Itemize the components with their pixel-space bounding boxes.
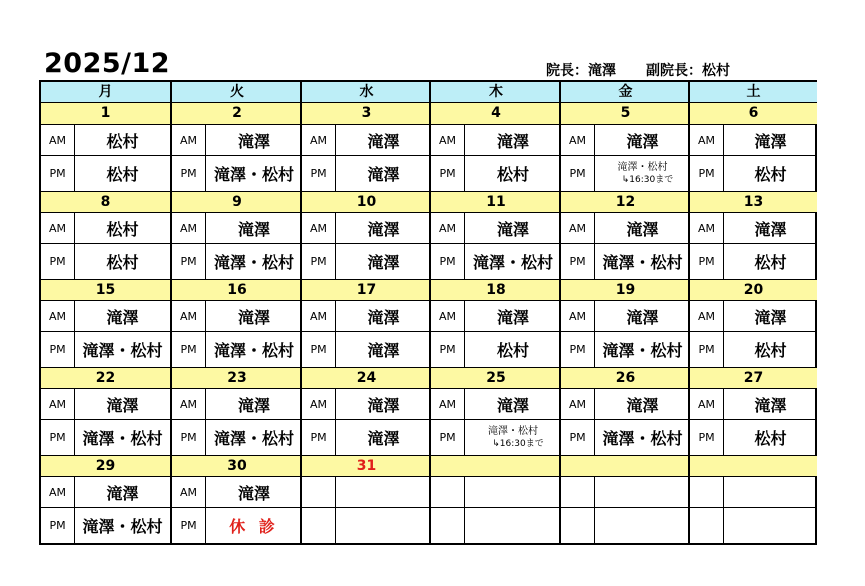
empty-cell: [724, 477, 817, 507]
doctor-assignment: 滝澤: [106, 483, 139, 503]
pm-label: PM: [431, 332, 465, 367]
pm-label: [431, 508, 465, 543]
am-label: AM: [561, 389, 595, 419]
date-cell: 18: [431, 279, 561, 301]
weekday-column: [41, 82, 170, 543]
pm-label: PM: [431, 420, 465, 455]
date-cell: 13: [690, 191, 817, 213]
doctor-assignment: 滝澤: [496, 307, 529, 327]
doctor-assignment: 滝澤: [626, 219, 659, 239]
doctor-assignment: 滝澤: [367, 253, 400, 272]
date-cell: 31: [302, 455, 431, 477]
am-label: AM: [302, 389, 336, 419]
date-cell: 12: [561, 191, 690, 213]
pm-label: [561, 508, 595, 543]
am-slot: [431, 389, 561, 420]
am-slot: [302, 125, 431, 156]
date-cell: 25: [431, 367, 561, 389]
pm-label: PM: [302, 244, 336, 279]
am-slot: [302, 389, 431, 420]
date-cell: 10: [302, 191, 431, 213]
pm-label: PM: [431, 244, 465, 279]
am-slot: [41, 389, 170, 420]
pm-slot: [561, 244, 690, 279]
doctor-assignment: 松村: [496, 341, 529, 360]
pm-slot: [561, 332, 690, 367]
doctor-assignment: 滝澤: [496, 219, 529, 239]
date-cell: 19: [561, 279, 690, 301]
time-note: ↳16:30まで: [492, 438, 544, 449]
doctor-assignment: 滝澤: [367, 341, 400, 360]
am-slot: [172, 301, 302, 332]
pm-slot: [172, 156, 302, 191]
pm-slot: [302, 508, 431, 543]
am-label: AM: [431, 125, 465, 155]
empty-cell: [465, 477, 561, 507]
date-cell: 26: [561, 367, 690, 389]
date-cell: 16: [172, 279, 302, 301]
date-cell: [431, 455, 561, 477]
doctor-names: 滝澤・松村: [617, 161, 668, 173]
date-cell: 24: [302, 367, 431, 389]
am-label: AM: [172, 213, 206, 243]
am-label: AM: [41, 477, 75, 507]
pm-slot: [302, 244, 431, 279]
am-slot: [690, 477, 817, 508]
am-label: AM: [561, 301, 595, 331]
am-label: AM: [561, 125, 595, 155]
date-cell: 4: [431, 103, 561, 125]
am-label: AM: [302, 125, 336, 155]
doctor-assignment: 滝澤: [367, 165, 400, 184]
am-slot: [41, 477, 170, 508]
doctor-assignment: 滝澤: [237, 307, 270, 327]
pm-label: PM: [172, 332, 206, 367]
empty-cell: [595, 508, 690, 543]
pm-slot: [431, 156, 561, 191]
date-cell: 30: [172, 455, 302, 477]
pm-label: PM: [41, 156, 75, 191]
date-cell: 22: [41, 367, 170, 389]
doctor-assignment: 松村: [106, 131, 139, 151]
doctor-assignment: 滝澤: [106, 395, 139, 415]
pm-slot: [690, 332, 817, 367]
pm-slot: [172, 244, 302, 279]
pm-slot: [302, 332, 431, 367]
pm-slot: [561, 156, 690, 191]
date-cell: 1: [41, 103, 170, 125]
am-slot: [172, 389, 302, 420]
doctor-assignment: 滝澤・松村: [213, 165, 294, 184]
am-slot: [561, 389, 690, 420]
am-slot: [690, 301, 817, 332]
am-label: AM: [172, 301, 206, 331]
pm-slot: [41, 332, 170, 367]
doctor-assignment: 滝澤: [237, 131, 270, 151]
am-slot: [690, 213, 817, 244]
doctor-assignment: 松村: [754, 253, 787, 272]
pm-slot: [690, 508, 817, 543]
am-label: AM: [690, 125, 724, 155]
pm-slot: [41, 420, 170, 455]
date-cell: 20: [690, 279, 817, 301]
doctor-assignment: 滝澤・松村: [82, 517, 163, 536]
empty-cell: [465, 508, 561, 543]
am-label: [431, 477, 465, 507]
date-cell: 17: [302, 279, 431, 301]
am-slot: [302, 213, 431, 244]
pm-label: PM: [561, 156, 595, 191]
page-title: 2025/12: [44, 48, 171, 79]
pm-label: PM: [690, 420, 724, 455]
pm-label: PM: [690, 332, 724, 367]
doctor-assignment: 滝澤・松村: [213, 253, 294, 272]
doctor-assignment: 滝澤・松村: [213, 341, 294, 360]
doctor-assignment: 松村: [496, 165, 529, 184]
doctor-names: 滝澤・松村: [488, 425, 538, 437]
closed-label: 休 診: [229, 517, 279, 536]
pm-label: [302, 508, 336, 543]
pm-slot: [41, 156, 170, 191]
am-slot: [561, 301, 690, 332]
pm-slot: [302, 420, 431, 455]
am-label: AM: [302, 301, 336, 331]
doctor-assignment: 松村: [106, 253, 139, 272]
am-slot: [561, 213, 690, 244]
doctor-assignment: 滝澤: [754, 307, 787, 327]
date-cell: 6: [690, 103, 817, 125]
am-slot: [302, 301, 431, 332]
doctor-assignment: 滝澤・松村: [472, 253, 553, 272]
doctor-assignment: 松村: [754, 165, 787, 184]
am-slot: [172, 213, 302, 244]
doctor-assignment: 滝澤: [237, 395, 270, 415]
director-label: 院長：滝澤: [546, 63, 616, 79]
am-slot: [690, 389, 817, 420]
date-cell: 29: [41, 455, 170, 477]
calendar-grid: [39, 80, 817, 545]
am-slot: [41, 213, 170, 244]
weekday-header: 月: [41, 82, 170, 103]
pm-label: PM: [172, 244, 206, 279]
date-cell: 9: [172, 191, 302, 213]
pm-label: PM: [41, 244, 75, 279]
pm-label: PM: [41, 508, 75, 543]
pm-label: PM: [172, 156, 206, 191]
am-label: AM: [41, 301, 75, 331]
am-label: AM: [41, 213, 75, 243]
am-label: [302, 477, 336, 507]
doctor-assignment: 滝澤: [237, 219, 270, 239]
pm-slot: [561, 420, 690, 455]
am-slot: [431, 213, 561, 244]
weekday-header: 金: [561, 82, 690, 103]
pm-label: PM: [172, 420, 206, 455]
pm-label: [690, 508, 724, 543]
doctor-assignment: 滝澤: [106, 307, 139, 327]
doctor-assignment: 滝澤・松村: [602, 253, 683, 272]
pm-label: PM: [690, 156, 724, 191]
doctor-assignment: 滝澤・松村: [82, 341, 163, 360]
doctor-assignment: 滝澤・松村: [213, 429, 294, 448]
weekday-column: [559, 82, 690, 543]
date-cell: 15: [41, 279, 170, 301]
pm-slot: [302, 156, 431, 191]
date-cell: 11: [431, 191, 561, 213]
weekday-header: 木: [431, 82, 561, 103]
doctor-assignment: 滝澤: [367, 429, 400, 448]
am-label: AM: [172, 477, 206, 507]
am-label: AM: [690, 301, 724, 331]
doctor-assignment: 滝澤: [496, 395, 529, 415]
doctor-assignment: 滝澤: [626, 307, 659, 327]
am-label: AM: [561, 213, 595, 243]
doctor-assignment: 滝澤: [367, 307, 400, 327]
weekday-header: 火: [172, 82, 302, 103]
pm-slot: [172, 332, 302, 367]
pm-slot: [561, 508, 690, 543]
doctor-assignment: 松村: [106, 219, 139, 239]
doctor-assignment: 滝澤: [367, 395, 400, 415]
pm-label: PM: [561, 332, 595, 367]
date-cell: 8: [41, 191, 170, 213]
am-label: AM: [431, 389, 465, 419]
am-slot: [561, 125, 690, 156]
doctor-assignment: 松村: [754, 429, 787, 448]
staff-info: [546, 62, 730, 80]
weekday-header: 水: [302, 82, 431, 103]
doctor-assignment: 松村: [754, 341, 787, 360]
pm-slot: [41, 508, 170, 543]
am-slot: [561, 477, 690, 508]
am-label: AM: [172, 125, 206, 155]
am-slot: [690, 125, 817, 156]
doctor-assignment: 滝澤・松村: [602, 341, 683, 360]
am-slot: [172, 477, 302, 508]
pm-label: PM: [690, 244, 724, 279]
am-label: AM: [690, 213, 724, 243]
weekday-header: 土: [690, 82, 817, 103]
doctor-assignment: 滝澤: [754, 131, 787, 151]
pm-slot: [690, 156, 817, 191]
am-slot: [172, 125, 302, 156]
pm-label: PM: [302, 332, 336, 367]
pm-label: PM: [41, 420, 75, 455]
pm-slot: [431, 508, 561, 543]
doctor-assignment: 滝澤・松村: [602, 429, 683, 448]
doctor-assignment: 滝澤: [367, 131, 400, 151]
doctor-assignment: [595, 156, 690, 191]
empty-cell: [595, 477, 690, 507]
empty-cell: [336, 508, 431, 543]
am-slot: [41, 301, 170, 332]
date-cell: 2: [172, 103, 302, 125]
pm-slot: [172, 420, 302, 455]
date-cell: 3: [302, 103, 431, 125]
am-label: AM: [41, 125, 75, 155]
am-slot: [41, 125, 170, 156]
date-cell: 5: [561, 103, 690, 125]
am-label: AM: [172, 389, 206, 419]
pm-label: PM: [41, 332, 75, 367]
empty-cell: [336, 477, 431, 507]
am-slot: [302, 477, 431, 508]
am-label: [690, 477, 724, 507]
pm-label: PM: [561, 244, 595, 279]
doctor-assignment: 滝澤: [754, 395, 787, 415]
pm-slot: [431, 332, 561, 367]
date-cell: 27: [690, 367, 817, 389]
am-slot: [431, 125, 561, 156]
doctor-assignment: 滝澤・松村: [82, 429, 163, 448]
doctor-assignment: 滝澤: [367, 219, 400, 239]
weekday-column: [300, 82, 431, 543]
pm-label: PM: [431, 156, 465, 191]
doctor-assignment: 滝澤: [496, 131, 529, 151]
pm-slot: [431, 420, 561, 455]
doctor-assignment: [465, 420, 561, 455]
am-label: AM: [431, 213, 465, 243]
empty-cell: [724, 508, 817, 543]
pm-slot: [690, 244, 817, 279]
am-label: [561, 477, 595, 507]
pm-slot: [431, 244, 561, 279]
pm-slot: [172, 508, 302, 543]
date-cell: [561, 455, 690, 477]
vice-director-label: 副院長：松村: [646, 63, 730, 79]
doctor-assignment: 滝澤: [626, 395, 659, 415]
pm-label: PM: [172, 508, 206, 543]
weekday-column: [429, 82, 561, 543]
am-label: AM: [302, 213, 336, 243]
am-label: AM: [431, 301, 465, 331]
am-slot: [431, 477, 561, 508]
am-label: AM: [41, 389, 75, 419]
weekday-column: [170, 82, 302, 543]
pm-label: PM: [302, 156, 336, 191]
date-cell: [690, 455, 817, 477]
doctor-assignment: 滝澤: [626, 131, 659, 151]
am-label: AM: [690, 389, 724, 419]
date-cell: 23: [172, 367, 302, 389]
weekday-column: [688, 82, 817, 543]
pm-slot: [41, 244, 170, 279]
time-note: ↳16:30まで: [621, 174, 674, 185]
pm-slot: [690, 420, 817, 455]
am-slot: [431, 301, 561, 332]
pm-label: PM: [302, 420, 336, 455]
doctor-assignment: 滝澤: [237, 483, 270, 503]
doctor-assignment: 滝澤: [754, 219, 787, 239]
pm-label: PM: [561, 420, 595, 455]
doctor-assignment: 松村: [106, 165, 139, 184]
